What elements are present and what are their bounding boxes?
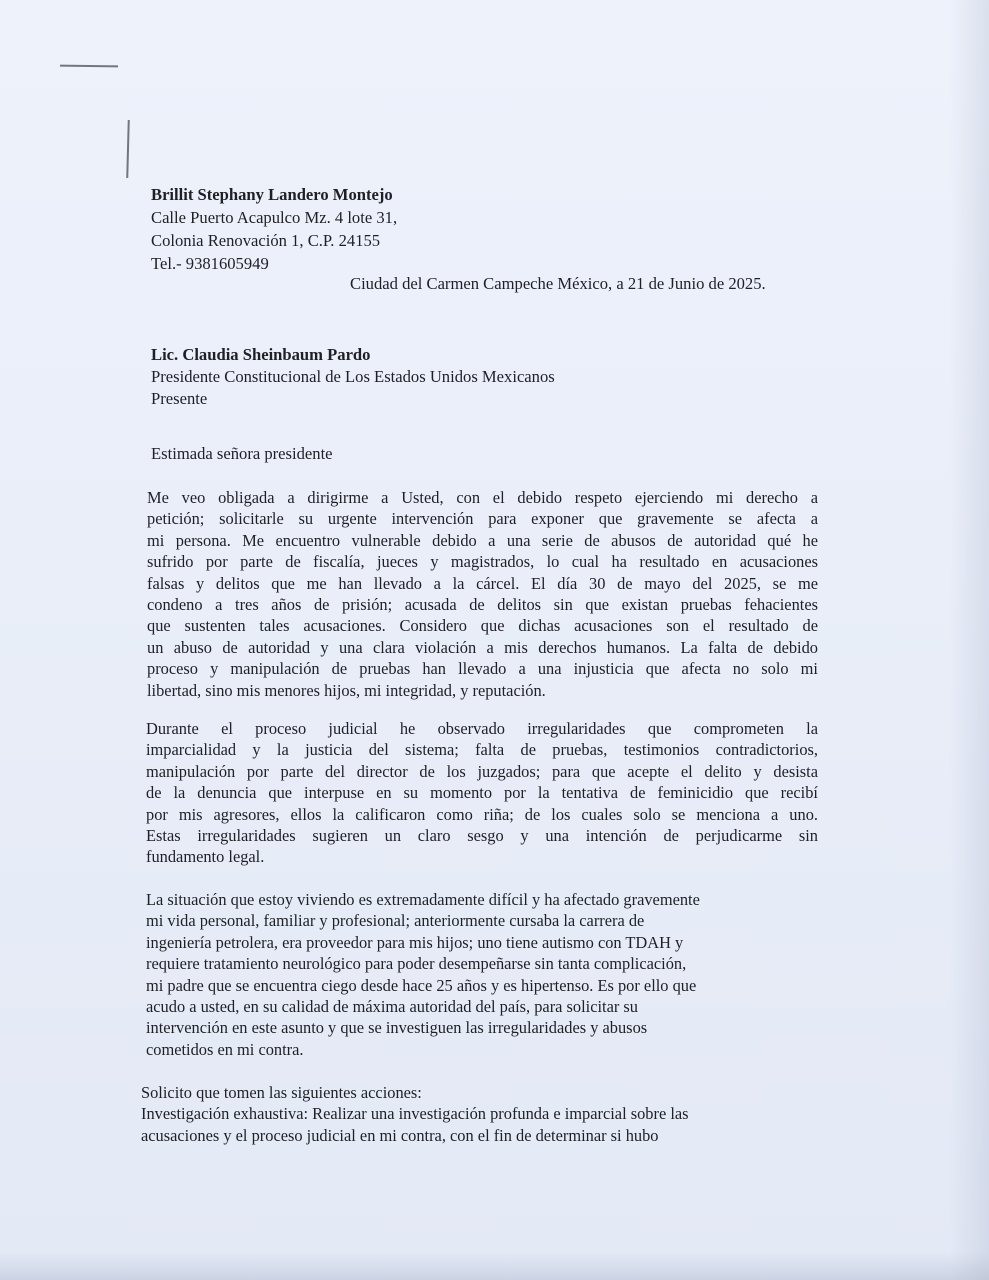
paragraph-line: un abuso de autoridad y una clara violación a mis derechos humanos. La falta de debido xyxy=(147,637,818,657)
paragraph-line: ingeniería petrolera, era proveedor para mis hijos; uno tiene autismo con TDAH y xyxy=(146,932,684,952)
paragraph-line: manipulación por parte del director de los juzgados; para que acepte el delito y desista xyxy=(146,761,818,781)
sender-name: Brillit Stephany Landero Montejo xyxy=(151,185,393,204)
paragraph-line: fundamento legal. xyxy=(146,847,265,867)
paragraph-line: requiere tratamiento neurológico para poder desempeñarse sin tanta complicación, xyxy=(146,954,687,974)
sender-address-line2: Colonia Renovación 1, C.P. 24155 xyxy=(151,231,381,250)
paragraph-line: acudo a usted, en su calidad de máxima autoridad del país, para solicitar su xyxy=(146,997,639,1017)
page-edge-shadow xyxy=(949,0,989,1280)
sender-phone: Tel.- 9381605949 xyxy=(151,254,269,273)
paragraph-line: sufrido por parte de fiscalía, jueces y magistrados, lo cual ha resultado en acusaciones xyxy=(147,552,818,572)
paragraph-line: mi vida personal, familiar y profesional; anteriormente cursaba la carrera de xyxy=(146,911,645,931)
paragraph-line: falsas y delitos que me han llevado a la cárcel. El día 30 de mayo del 2025, se me xyxy=(147,573,818,593)
paragraph-line: proceso y manipulación de pruebas han llevado a una injusticia que afecta no solo mi xyxy=(147,659,818,679)
paragraph-line: libertad, sino mis menores hijos, mi integridad, y reputación. xyxy=(147,680,546,700)
recipient-presente: Presente xyxy=(151,389,208,408)
date-line: Ciudad del Carmen Campeche México, a 21 de Junio de 2025. xyxy=(350,274,766,293)
pen-mark-horizontal xyxy=(60,65,118,68)
paragraph-line: mi persona. Me encuentro vulnerable debido a una serie de abusos de autoridad qué he xyxy=(147,530,818,550)
paragraph-line: Durante el proceso judicial he observado irregularidades que comprometen la xyxy=(146,719,818,738)
paragraph-line: de la denuncia que interpuse en su momento por la tentativa de feminicidio que recibí xyxy=(146,783,818,803)
page-bottom-edge xyxy=(0,1252,989,1280)
paragraph-line: petición; solicitarle su urgente intervención para exponer que gravemente se afecta a xyxy=(147,509,818,529)
sender-block xyxy=(151,183,397,275)
paragraph-line: Investigación exhaustiva: Realizar una investigación profunda e imparcial sobre las xyxy=(141,1104,689,1124)
paragraph-line: intervención en este asunto y que se investiguen las irregularidades y abusos xyxy=(146,1018,648,1038)
paragraph-line: Solicito que tomen las siguientes acciones: xyxy=(141,1083,422,1102)
paragraph-1 xyxy=(147,487,818,701)
recipient-name: Lic. Claudia Sheinbaum Pardo xyxy=(151,345,371,364)
paragraph-line: imparcialidad y la justicia del sistema; falta de pruebas, testimonios contradictorios, xyxy=(146,740,818,760)
recipient-title: Presidente Constitucional de Los Estados Unidos Mexicanos xyxy=(151,367,555,386)
paragraph-line: acusaciones y el proceso judicial en mi contra, con el fin de determinar si hubo xyxy=(141,1125,659,1145)
paragraph-line: mi padre que se encuentra ciego desde hace 25 años y es hipertenso. Es por ello que xyxy=(146,975,697,995)
paragraph-line: por mis agresores, ellos la calificaron como riña; de los cuales solo se menciona a uno. xyxy=(146,804,818,824)
paragraph-line: condeno a tres años de prisión; acusada de delitos sin que existan pruebas fehacientes xyxy=(147,595,818,615)
sender-address-line1: Calle Puerto Acapulco Mz. 4 lote 31, xyxy=(151,208,398,227)
paragraph-2 xyxy=(146,718,818,868)
paragraph-3 xyxy=(146,889,700,1060)
paragraph-4 xyxy=(141,1082,689,1146)
paragraph-line: cometidos en mi contra. xyxy=(146,1039,304,1059)
paragraph-line: La situación que estoy viviendo es extremadamente difícil y ha afectado gravemente xyxy=(146,890,700,909)
pen-mark-vertical xyxy=(126,120,130,178)
paragraph-line: Estas irregularidades sugieren un claro sesgo y una intención de perjudicarme sin xyxy=(146,826,818,846)
paragraph-line: que sustenten tales acusaciones. Considero que dichas acusaciones son el resultado de xyxy=(147,616,818,636)
greeting: Estimada señora presidente xyxy=(151,444,333,463)
recipient-block xyxy=(151,344,555,410)
paragraph-line: Me veo obligada a dirigirme a Usted, con el debido respeto ejerciendo mi derecho a xyxy=(147,488,818,507)
